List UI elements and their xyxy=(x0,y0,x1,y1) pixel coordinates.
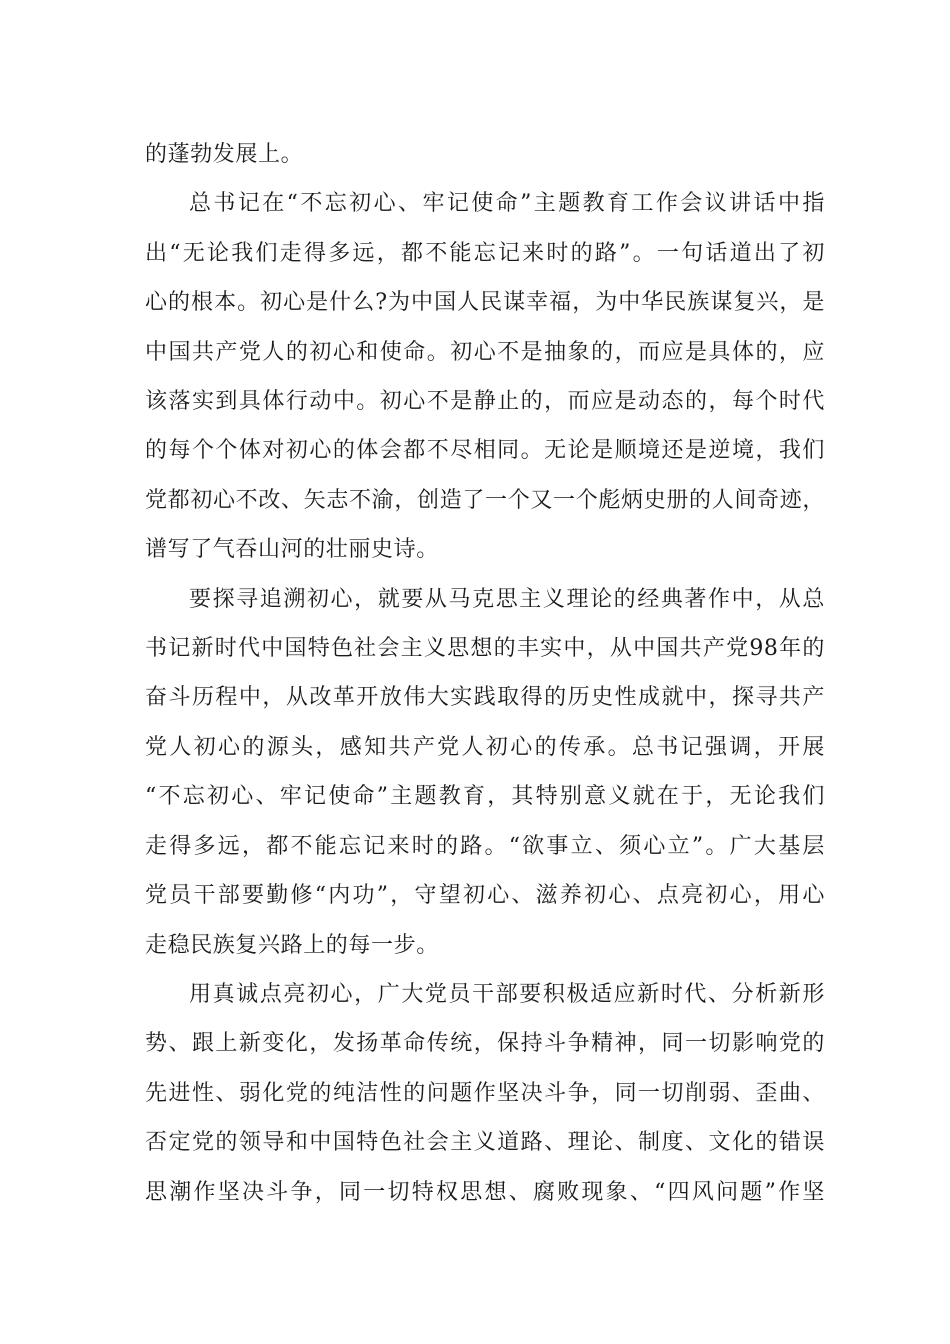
paragraph-3 xyxy=(145,970,825,1217)
paragraph-line: 谱写了气吞山河的壮丽史诗。 xyxy=(145,537,439,563)
paragraph-line: 党都初心不改、矢志不渝，创造了一个又一个彪炳史册的人间奇迹， xyxy=(145,487,825,513)
paragraph-1 xyxy=(145,179,825,574)
paragraph-line: 党人初心的源头，感知共产党人初心的传承。总书记强调，开展 xyxy=(145,734,825,760)
document-body xyxy=(145,130,825,1217)
paragraph-line: 势、跟上新变化，发扬革命传统，保持斗争精神，同一切影响党的 xyxy=(145,1031,825,1057)
paragraph-line: 书记新时代中国特色社会主义思想的丰实中，从中国共产党98年的 xyxy=(145,636,825,662)
paragraph-line: 走得多远，都不能忘记来时的路。“欲事立、须心立”。广大基层 xyxy=(145,833,825,859)
paragraph-2 xyxy=(145,575,825,970)
paragraph-line: “不忘初心、牢记使命”主题教育，其特别意义就在于，无论我们 xyxy=(145,784,825,810)
paragraph-line: 走稳民族复兴路上的每一步。 xyxy=(145,932,439,958)
paragraph-line: 的每个个体对初心的体会都不尽相同。无论是顺境还是逆境，我们 xyxy=(145,438,825,464)
paragraph-0 xyxy=(145,130,825,179)
paragraph-line: 要探寻追溯初心，就要从马克思主义理论的经典著作中，从总 xyxy=(189,586,825,612)
paragraph-line: 出“无论我们走得多远，都不能忘记来时的路”。一句话道出了初 xyxy=(145,240,825,266)
paragraph-line: 否定党的领导和中国特色社会主义道路、理论、制度、文化的错误 xyxy=(145,1130,825,1156)
paragraph-line: 用真诚点亮初心，广大党员干部要积极适应新时代、分析新形 xyxy=(189,981,825,1007)
paragraph-line: 的蓬勃发展上。 xyxy=(145,142,304,167)
paragraph-line: 心的根本。初心是什么?为中国人民谋幸福，为中华民族谋复兴，是 xyxy=(145,290,825,316)
paragraph-line: 党员干部要勤修“内功”，守望初心、滋养初心、点亮初心，用心 xyxy=(145,883,825,909)
paragraph-line: 思潮作坚决斗争，同一切特权思想、腐败现象、“四风问题”作坚 xyxy=(145,1179,825,1205)
paragraph-line: 中国共产党人的初心和使命。初心不是抽象的，而应是具体的，应 xyxy=(145,339,825,365)
paragraph-line: 该落实到具体行动中。初心不是静止的，而应是动态的，每个时代 xyxy=(145,389,825,415)
paragraph-line: 奋斗历程中，从改革开放伟大实践取得的历史性成就中，探寻共产 xyxy=(145,685,825,711)
paragraph-line: 先进性、弱化党的纯洁性的问题作坚决斗争，同一切削弱、歪曲、 xyxy=(145,1080,825,1106)
paragraph-line: 总书记在“不忘初心、牢记使命”主题教育工作会议讲话中指 xyxy=(189,191,825,217)
